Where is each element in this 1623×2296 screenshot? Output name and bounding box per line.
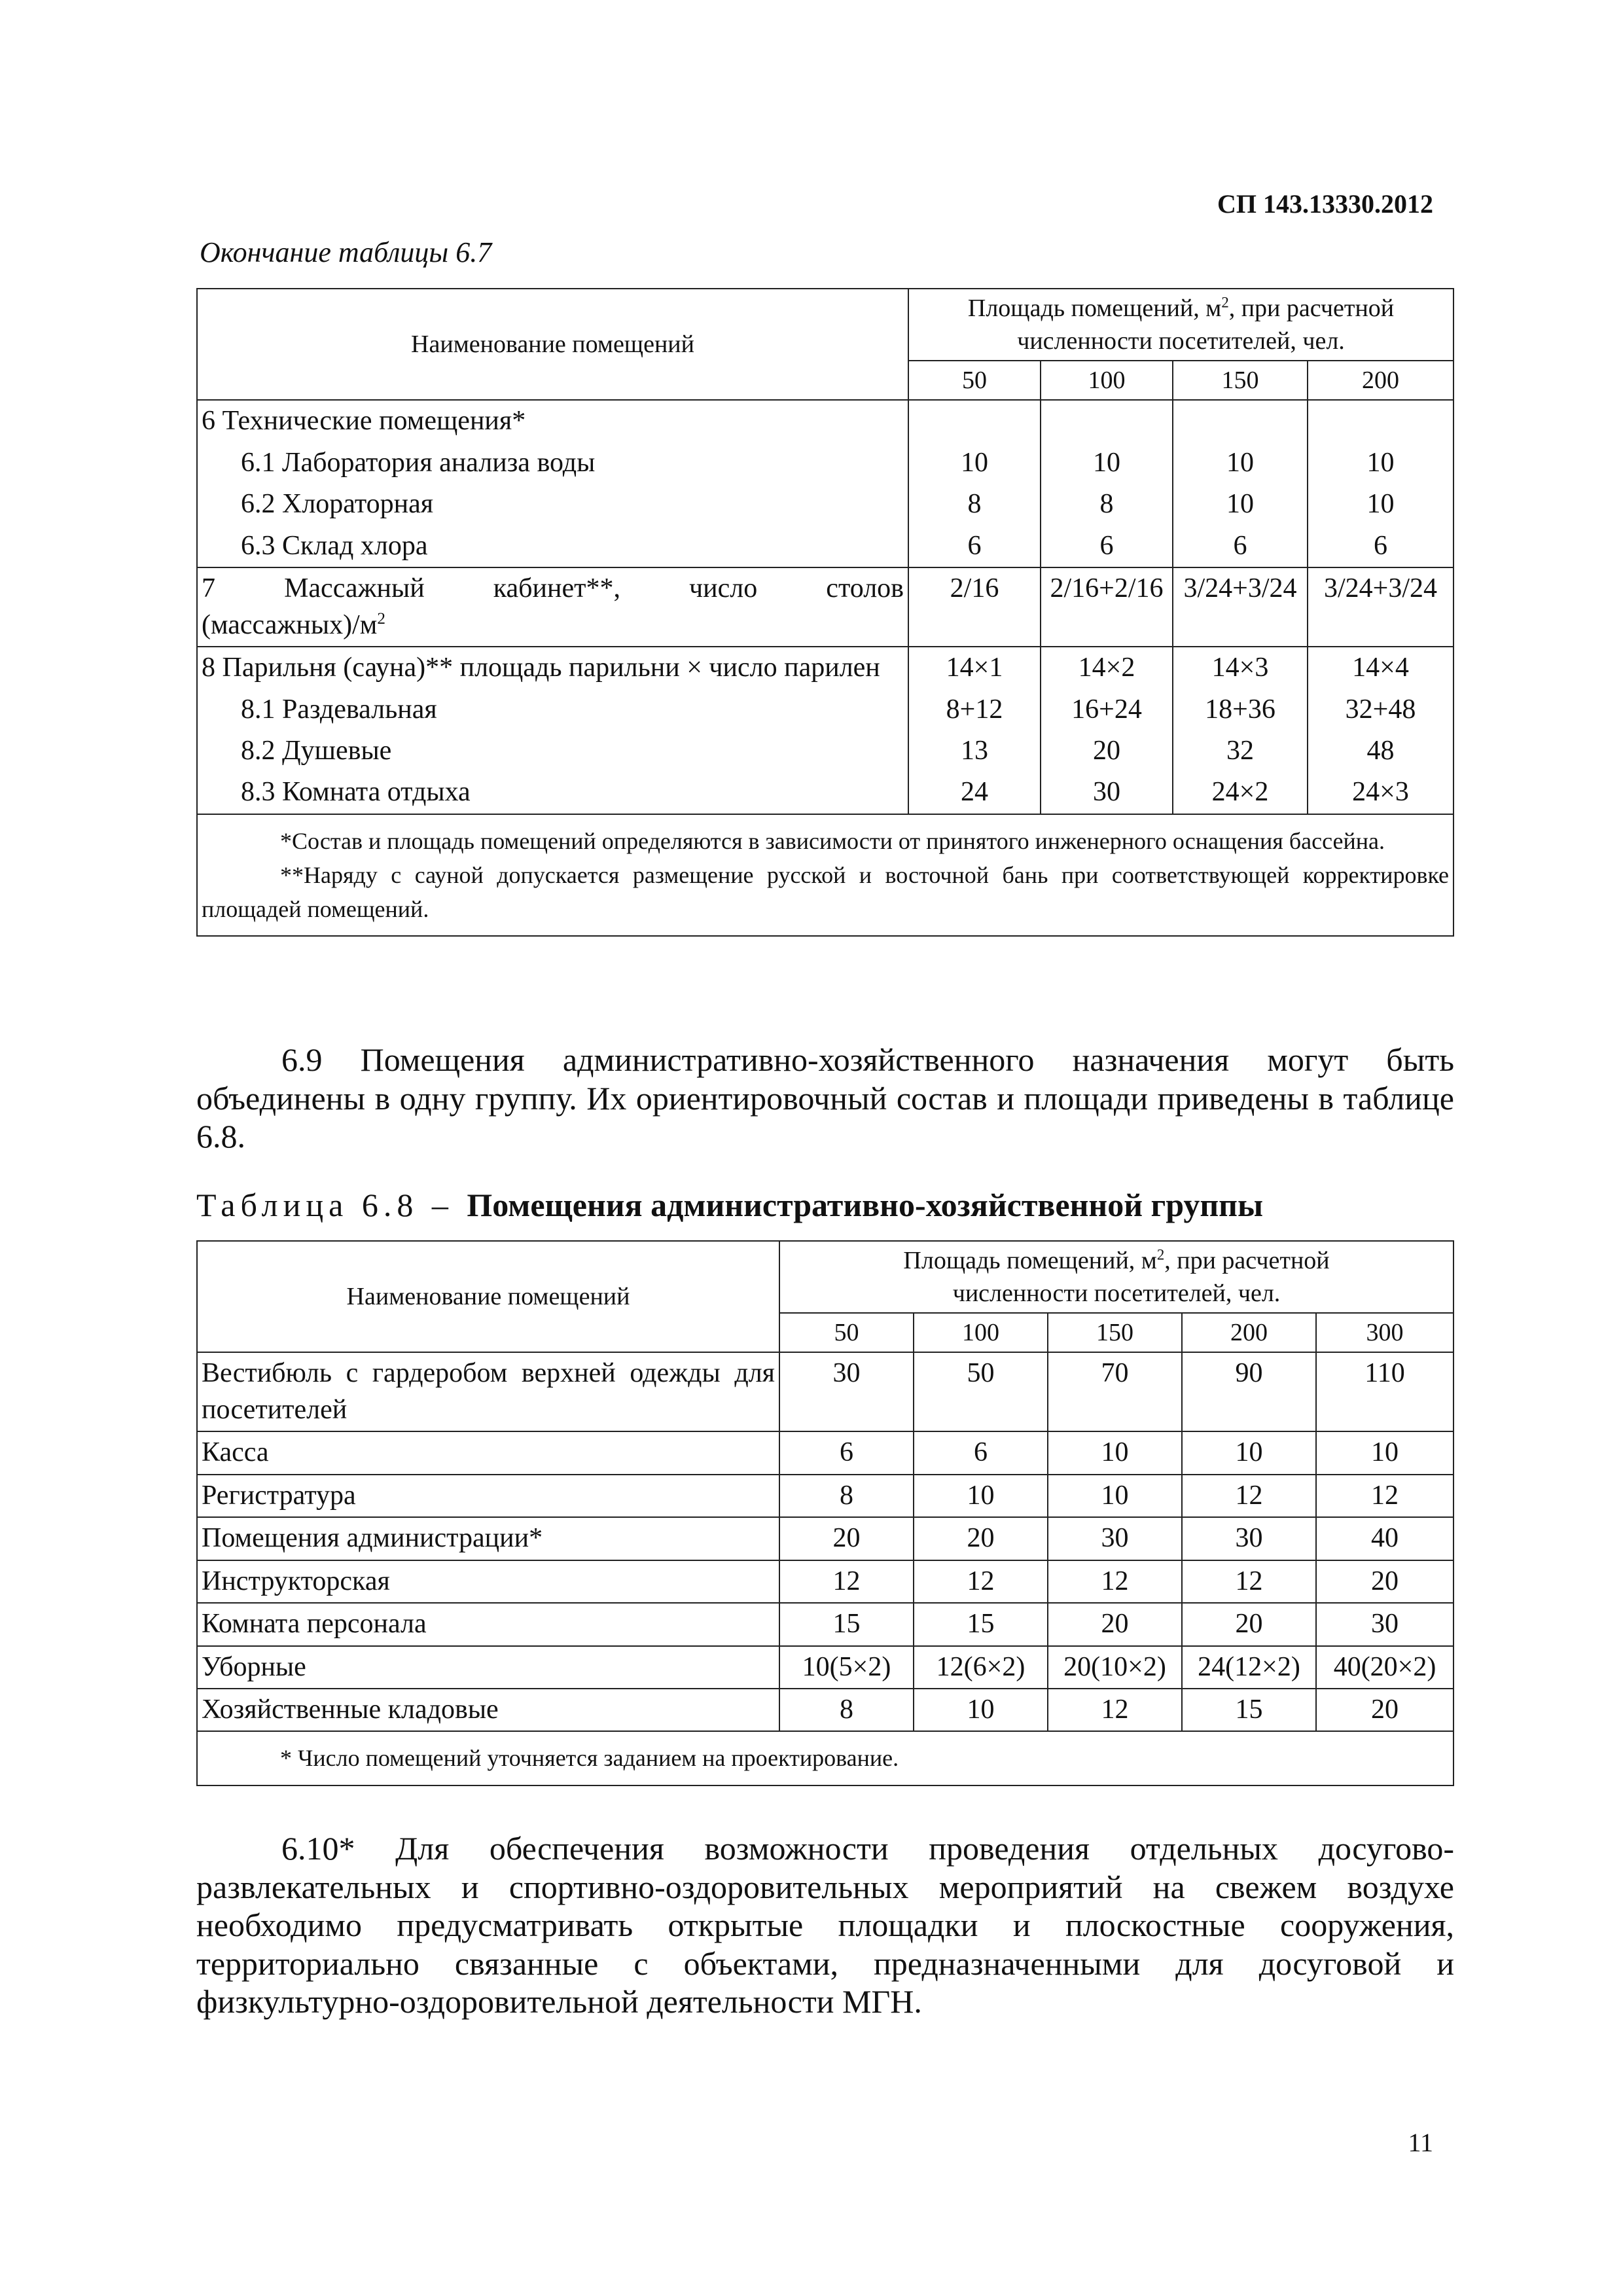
cell-value: 20 — [779, 1517, 914, 1560]
cell-value: 3/24+3/24 — [1173, 567, 1308, 647]
cell-value: 40(20×2) — [1316, 1646, 1454, 1689]
cell-value: 24×3 — [1308, 772, 1454, 814]
row-name: Хозяйственные кладовые — [197, 1689, 779, 1731]
cell-value: 15 — [914, 1603, 1048, 1645]
table-6-8-notes-row — [197, 1731, 1454, 1785]
cell-value: 12 — [1182, 1475, 1316, 1517]
cell-value: 8 — [1041, 484, 1173, 525]
cell-value: 6 — [1041, 526, 1173, 567]
row-name: 6.3 Склад хлора — [197, 526, 908, 567]
page-number: 11 — [1408, 2128, 1433, 2157]
cell-value: 12 — [779, 1560, 914, 1603]
paragraph-6-10: 6.10* Для обеспечения возможности проведения отдельных досугово-развлекательных и спортивно-оздоровительных мероприятий на свежем воздухе необходимо предусматривать открытые площадки и плоскостные сооружения, территориально связанные с объектами, предназначенными для досуговой и физкультурно-оздоровительной деятельности МГН. — [196, 1830, 1454, 2020]
table-row — [197, 1431, 1454, 1474]
col-header-area: Площадь помещений, $м^2$, при расчетной численности посетителей, чел. — [908, 289, 1454, 361]
cell-value: 10 — [1308, 442, 1454, 484]
cell-value: 110 — [1316, 1352, 1454, 1431]
cell-value: 10 — [914, 1475, 1048, 1517]
row-name: 8.2 Душевые — [197, 730, 908, 772]
table-notes — [197, 1731, 1454, 1785]
cell-value: 30 — [1048, 1517, 1182, 1560]
row-name: 6.1 Лаборатория анализа воды — [197, 442, 908, 484]
cell-value: 8 — [908, 484, 1041, 525]
cell-value: 6 — [908, 526, 1041, 567]
cell-value: 6 — [914, 1431, 1048, 1474]
cell-value: 40 — [1316, 1517, 1454, 1560]
cell-value: 6 — [1308, 526, 1454, 567]
table-row — [197, 1352, 1454, 1431]
cell-value: 20 — [1316, 1689, 1454, 1731]
cell-value: 20 — [1316, 1560, 1454, 1603]
size-header: 200 — [1182, 1313, 1316, 1352]
size-header: 50 — [779, 1313, 914, 1352]
row-name: Вестибюль с гардеробом верхней одежды для посетителей — [197, 1352, 779, 1431]
row-name: Регистратура — [197, 1475, 779, 1517]
cell-value — [1308, 400, 1454, 442]
cell-value: 30 — [1182, 1517, 1316, 1560]
note: * Число помещений уточняется заданием на проектирование. — [280, 1745, 899, 1772]
table-6-8-header-row — [197, 1241, 1454, 1313]
cell-value: 20 — [1048, 1603, 1182, 1645]
cell-value: 10(5×2) — [779, 1646, 914, 1689]
cell-value: 20 — [1182, 1603, 1316, 1645]
cell-value: 24×2 — [1173, 772, 1308, 814]
cell-value: 48 — [1308, 730, 1454, 772]
row-name: Уборные — [197, 1646, 779, 1689]
paragraph-6-9: 6.9 Помещения административно-хозяйственного назначения могут быть объединены в одну группу. Их ориентировочный состав и площади приведены в таблице 6.8. — [196, 1041, 1454, 1155]
cell-value: 15 — [779, 1603, 914, 1645]
size-header: 200 — [1308, 361, 1454, 400]
cell-value — [1041, 400, 1173, 442]
cell-value: 30 — [1041, 772, 1173, 814]
cell-value: 12 — [914, 1560, 1048, 1603]
cell-value: 10 — [1173, 484, 1308, 525]
col-header-name: Наименование помещений — [197, 289, 908, 400]
row-name: 8.3 Комната отдыха — [197, 772, 908, 814]
cell-value: 8 — [779, 1475, 914, 1517]
cell-value: 20(10×2) — [1048, 1646, 1182, 1689]
cell-value: 70 — [1048, 1352, 1182, 1431]
table-6-8 — [196, 1240, 1454, 1786]
table-row — [197, 442, 1454, 484]
table-row — [197, 1560, 1454, 1603]
cell-value: 10 — [908, 442, 1041, 484]
cell-value: 24(12×2) — [1182, 1646, 1316, 1689]
size-header: 100 — [914, 1313, 1048, 1352]
table-row — [197, 689, 1454, 730]
table-6-7-header-row — [197, 289, 1454, 361]
cell-value: 90 — [1182, 1352, 1316, 1431]
size-header: 300 — [1316, 1313, 1454, 1352]
table-row — [197, 647, 1454, 689]
row-name: 8 Парильня (сауна)** площадь парильни × число парилен — [197, 647, 908, 689]
row-name: Инструкторская — [197, 1560, 779, 1603]
cell-value: 30 — [1316, 1603, 1454, 1645]
table-row — [197, 526, 1454, 567]
table-row — [197, 1646, 1454, 1689]
cell-value: 10 — [914, 1689, 1048, 1731]
cell-value — [908, 400, 1041, 442]
cell-value: 6 — [1173, 526, 1308, 567]
cell-value: 14×4 — [1308, 647, 1454, 689]
cell-value: 12 — [1182, 1560, 1316, 1603]
cell-value: 30 — [779, 1352, 914, 1431]
size-header: 50 — [908, 361, 1041, 400]
cell-value: 2/16+2/16 — [1041, 567, 1173, 647]
table-row — [197, 1517, 1454, 1560]
table-row — [197, 484, 1454, 525]
table-6-7-continuation-caption: Окончание таблицы 6.7 — [200, 236, 492, 268]
cell-value: 20 — [914, 1517, 1048, 1560]
cell-value: 16+24 — [1041, 689, 1173, 730]
table-6-7-notes-row — [197, 814, 1454, 937]
cell-value: 18+36 — [1173, 689, 1308, 730]
cell-value: 10 — [1316, 1431, 1454, 1474]
cell-value: 13 — [908, 730, 1041, 772]
cell-value: 14×3 — [1173, 647, 1308, 689]
cell-value: 20 — [1041, 730, 1173, 772]
row-name: 6 Технические помещения* — [197, 400, 908, 442]
cell-value: 2/16 — [908, 567, 1041, 647]
row-name: 6.2 Хлораторная — [197, 484, 908, 525]
table-row — [197, 772, 1454, 814]
cell-value: 10 — [1048, 1475, 1182, 1517]
document-code: СП 143.13330.2012 — [1217, 189, 1433, 219]
table-row — [197, 567, 1454, 647]
cell-value: 50 — [914, 1352, 1048, 1431]
size-header: 100 — [1041, 361, 1173, 400]
row-name: Комната персонала — [197, 1603, 779, 1645]
cell-value: 10 — [1308, 484, 1454, 525]
cell-value: 12 — [1316, 1475, 1454, 1517]
size-header: 150 — [1173, 361, 1308, 400]
size-header: 150 — [1048, 1313, 1182, 1352]
cell-value: 12(6×2) — [914, 1646, 1048, 1689]
table-6-7 — [196, 288, 1454, 937]
cell-value — [1173, 400, 1308, 442]
col-header-area: Площадь помещений, $м^2$, при расчетной численности посетителей, чел. — [779, 1241, 1454, 1313]
table-row — [197, 1689, 1454, 1731]
row-name: 7 Массажный кабинет**, число столов $(массажных)/м^2$ — [197, 567, 908, 647]
table-6-8-caption: Таблица 6.8 – Помещения административно-хозяйственной группы — [196, 1187, 1264, 1223]
table-row — [197, 1603, 1454, 1645]
cell-value: 10 — [1173, 442, 1308, 484]
cell-value: 10 — [1048, 1431, 1182, 1474]
cell-value: 3/24+3/24 — [1308, 567, 1454, 647]
table-row — [197, 730, 1454, 772]
cell-value: 12 — [1048, 1689, 1182, 1731]
cell-value: 14×1 — [908, 647, 1041, 689]
cell-value: 32 — [1173, 730, 1308, 772]
col-header-name: Наименование помещений — [197, 1241, 779, 1352]
row-name: Помещения администрации* — [197, 1517, 779, 1560]
cell-value: 15 — [1182, 1689, 1316, 1731]
table-row — [197, 400, 1454, 442]
note-1: *Состав и площадь помещений определяются в зависимости от принятого инженерного оснащения бассейна. — [280, 827, 1385, 854]
cell-value: 8 — [779, 1689, 914, 1731]
cell-value: 24 — [908, 772, 1041, 814]
cell-value: 10 — [1182, 1431, 1316, 1474]
cell-value: 14×2 — [1041, 647, 1173, 689]
row-name: Касса — [197, 1431, 779, 1474]
note-2: **Наряду с сауной допускается размещение русской и восточной бань при соответствующей корректировке площадей помещений. — [202, 862, 1450, 923]
row-name: 8.1 Раздевальная — [197, 689, 908, 730]
cell-value: 32+48 — [1308, 689, 1454, 730]
cell-value: 8+12 — [908, 689, 1041, 730]
table-notes — [197, 814, 1454, 937]
cell-value: 10 — [1041, 442, 1173, 484]
cell-value: 12 — [1048, 1560, 1182, 1603]
table-row — [197, 1475, 1454, 1517]
cell-value: 6 — [779, 1431, 914, 1474]
